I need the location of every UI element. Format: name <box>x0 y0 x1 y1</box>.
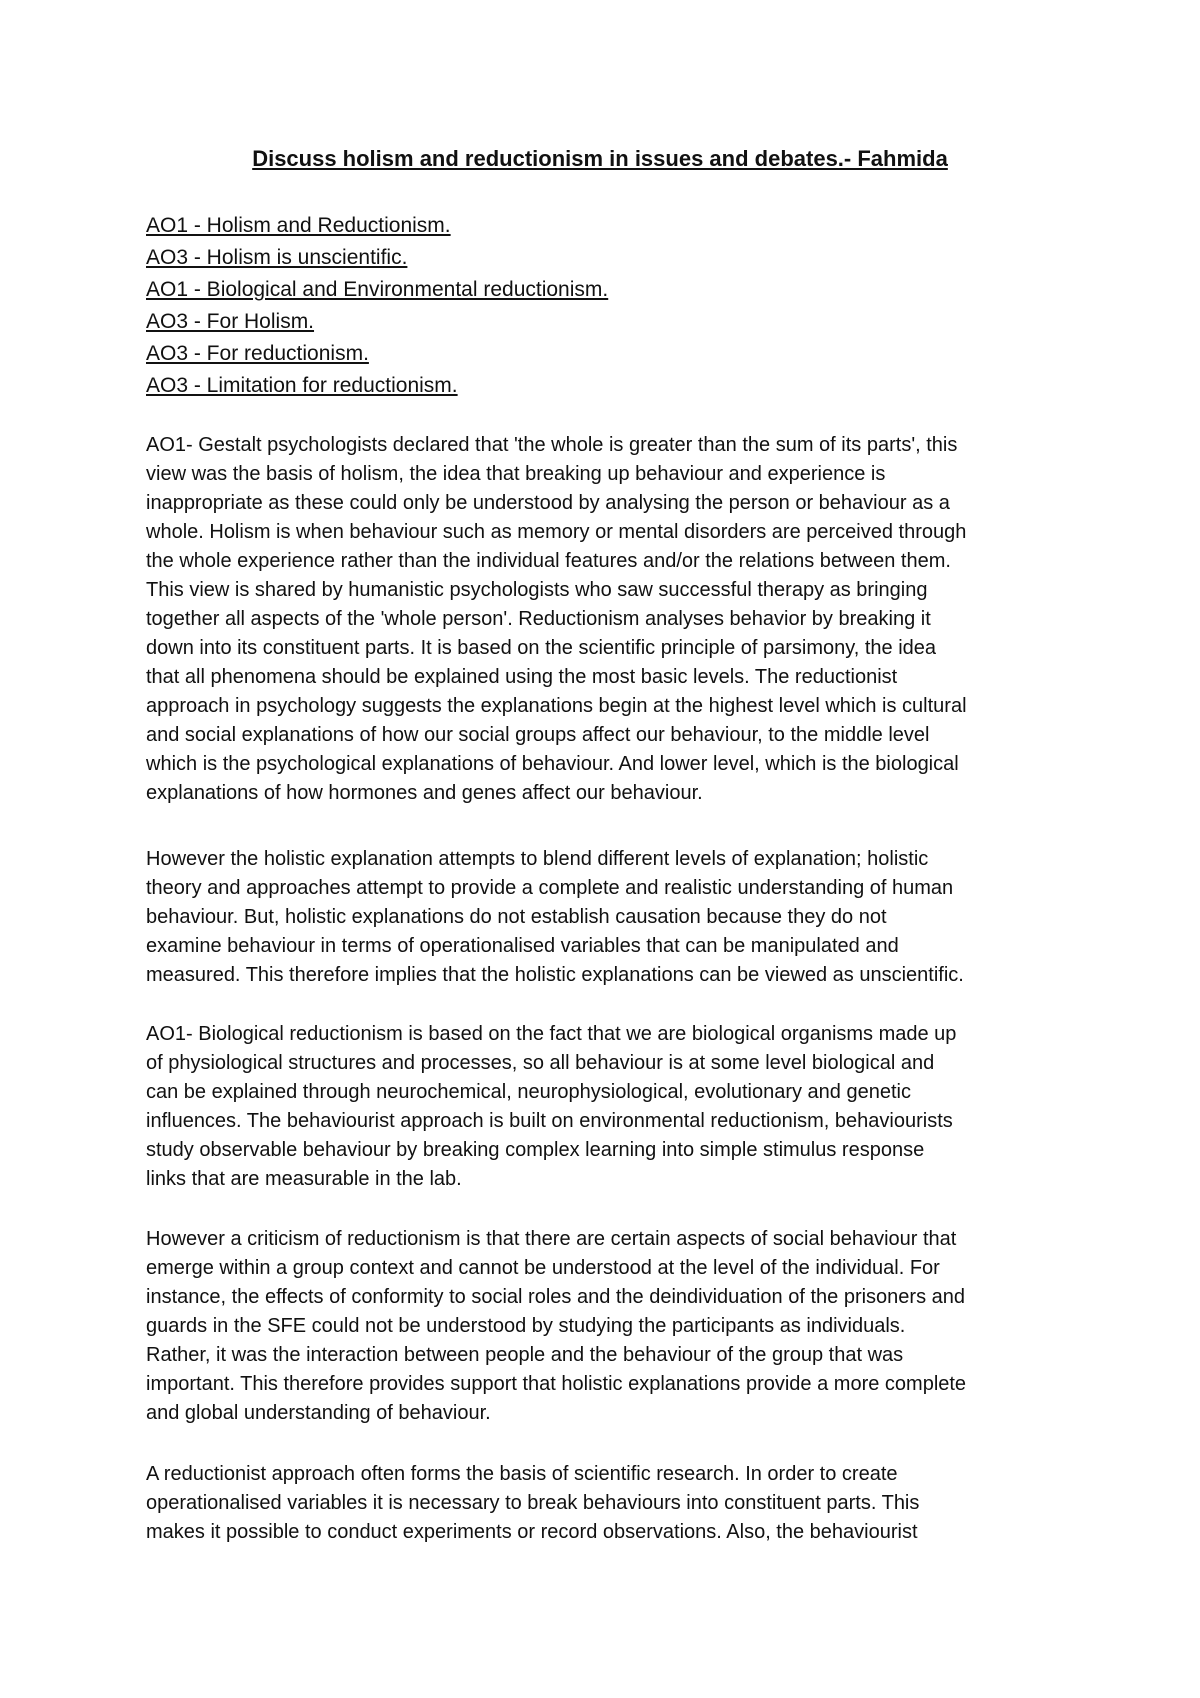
text-line: This view is shared by humanistic psychologists who saw successful therapy as bringing <box>146 579 928 601</box>
text-line: down into its constituent parts. It is based on the scientific principle of parsimony, the idea <box>146 637 937 659</box>
text-line: guards in the SFE could not be understood by studying the participants as individuals. <box>146 1315 906 1337</box>
text-line: approach in psychology suggests the explanations begin at the highest level which is cultural <box>146 695 967 717</box>
text-line: measured. This therefore implies that the holistic explanations can be viewed as unscientific. <box>146 964 964 986</box>
text-line: links that are measurable in the lab. <box>146 1168 462 1190</box>
text-line: AO1- Biological reductionism is based on the fact that we are biological organisms made up <box>146 1023 957 1045</box>
text-line: A reductionist approach often forms the basis of scientific research. In order to create <box>146 1463 898 1485</box>
text-line: Rather, it was the interaction between people and the behaviour of the group that was <box>146 1344 904 1366</box>
text-line: can be explained through neurochemical, neurophysiological, evolutionary and genetic <box>146 1081 911 1103</box>
text-line: study observable behaviour by breaking complex learning into simple stimulus response <box>146 1139 925 1161</box>
outline-item: AO3 - For Holism. <box>146 310 315 333</box>
text-line: and social explanations of how our social groups affect our behaviour, to the middle level <box>146 724 930 746</box>
paragraph-ao1-biological-environmental <box>146 1020 1076 1194</box>
text-line: together all aspects of the 'whole person'. Reductionism analyses behavior by breaking it <box>146 608 931 630</box>
text-line: operationalised variables it is necessary to break behaviours into constituent parts. This <box>146 1492 920 1514</box>
text-line: important. This therefore provides support that holistic explanations provide a more complete <box>146 1373 967 1395</box>
outline-item: AO1 - Holism and Reductionism. <box>146 214 451 237</box>
text-line: instance, the effects of conformity to social roles and the deindividuation of the prisoners and <box>146 1286 966 1308</box>
text-line: behaviour. But, holistic explanations do not establish causation because they do not <box>146 906 887 928</box>
outline-item: AO3 - For reductionism. <box>146 342 369 365</box>
text-line: explanations of how hormones and genes affect our behaviour. <box>146 782 703 804</box>
paragraph-ao3-for-holism <box>146 1225 1076 1428</box>
text-line: the whole experience rather than the individual features and/or the relations between them. <box>146 550 951 572</box>
text-line: makes it possible to conduct experiments or record observations. Also, the behaviourist <box>146 1521 918 1543</box>
text-line: theory and approaches attempt to provide a complete and realistic understanding of human <box>146 877 954 899</box>
text-line: inappropriate as these could only be understood by analysing the person or behaviour as a <box>146 492 950 514</box>
outline-item: AO3 - Holism is unscientific. <box>146 246 408 269</box>
text-line: which is the psychological explanations of behaviour. And lower level, which is the biological <box>146 753 959 775</box>
text-line: influences. The behaviourist approach is built on environmental reductionism, behaviourists <box>146 1110 953 1132</box>
text-line: view was the basis of holism, the idea that breaking up behaviour and experience is <box>146 463 886 485</box>
text-line: that all phenomena should be explained using the most basic levels. The reductionist <box>146 666 898 688</box>
paragraph-ao3-holism-unscientific <box>146 845 1076 990</box>
text-line: However a criticism of reductionism is that there are certain aspects of social behaviour that <box>146 1228 957 1250</box>
paragraph-ao1-holism-reductionism <box>146 431 1076 808</box>
text-line: emerge within a group context and cannot be understood at the level of the individual. For <box>146 1257 940 1279</box>
document-title: Discuss holism and reductionism in issues and debates.- Fahmida <box>252 146 948 171</box>
text-line: of physiological structures and processes, so all behaviour is at some level biological and <box>146 1052 935 1074</box>
outline-item: AO3 - Limitation for reductionism. <box>146 374 458 397</box>
text-line: whole. Holism is when behaviour such as memory or mental disorders are perceived through <box>146 521 967 543</box>
text-line: However the holistic explanation attempts to blend different levels of explanation; holistic <box>146 848 929 870</box>
text-line: AO1- Gestalt psychologists declared that 'the whole is greater than the sum of its parts', this <box>146 434 958 456</box>
text-line: and global understanding of behaviour. <box>146 1402 491 1424</box>
essay-outline <box>146 210 1086 402</box>
text-line: examine behaviour in terms of operationalised variables that can be manipulated and <box>146 935 899 957</box>
paragraph-ao3-for-reductionism <box>146 1460 1076 1547</box>
outline-item: AO1 - Biological and Environmental reductionism. <box>146 278 609 301</box>
